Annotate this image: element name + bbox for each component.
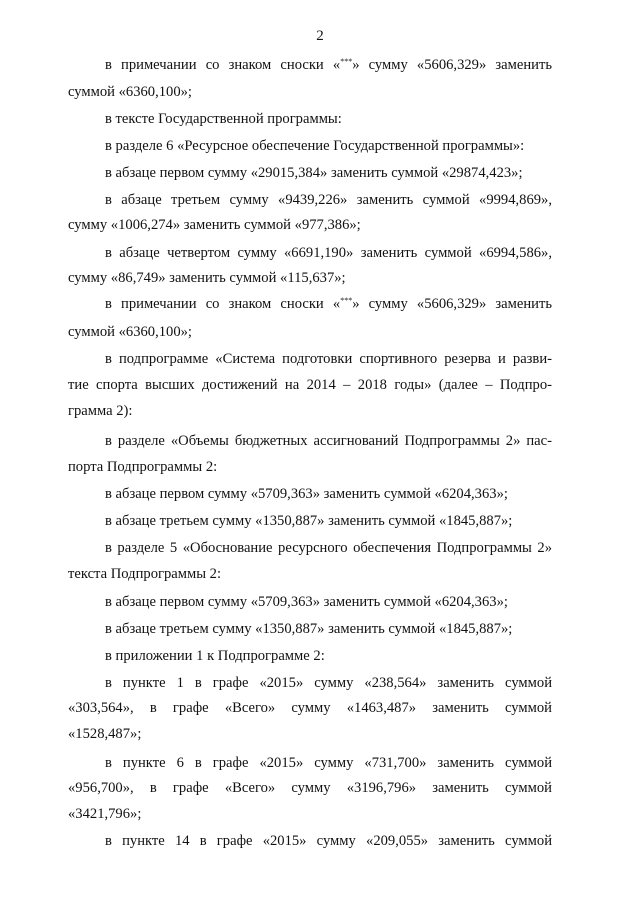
paragraph-line: в пункте 14 в графе «2015» сумму «209,055» заменить суммой [105, 833, 552, 849]
paragraph-line: в разделе «Объемы бюджетных ассигнований Подпрограммы 2» пас- [105, 433, 552, 449]
paragraph-line: в разделе 6 «Ресурсное обеспечение Государственной программы»: [105, 138, 525, 154]
paragraph-line: суммой «6360,100»; [68, 324, 192, 340]
paragraph-line: сумму «1006,274» заменить суммой «977,386»; [68, 217, 361, 233]
paragraph-line: «1528,487»; [68, 726, 142, 742]
paragraph-line: в абзаце четвертом сумму «6691,190» заменить суммой «6994,586», [105, 245, 552, 261]
paragraph-line: в абзаце третьем сумму «9439,226» заменить суммой «9994,869», [105, 192, 552, 208]
paragraph-line: в подпрограмме «Система подготовки спортивного резерва и разви- [105, 351, 552, 367]
paragraph-line: грамма 2): [68, 403, 133, 419]
paragraph-line: «3421,796»; [68, 806, 142, 822]
paragraph-line: в разделе 5 «Обоснование ресурсного обеспечения Подпрограммы 2» [105, 540, 552, 556]
paragraph-line: в пункте 6 в графе «2015» сумму «731,700» заменить суммой [105, 755, 552, 771]
paragraph-line: «956,700», в графе «Всего» сумму «3196,796» заменить суммой [68, 780, 552, 796]
paragraph-line: в примечании со знаком сноски «***» сумму «5606,329» заменить [105, 57, 553, 73]
paragraph-line: в абзаце первом сумму «5709,363» заменить суммой «6204,363»; [105, 486, 508, 502]
paragraph-line: текста Подпрограммы 2: [68, 566, 222, 582]
paragraph-line: в абзаце первом сумму «29015,384» заменить суммой «29874,423»; [105, 165, 523, 181]
paragraph-line: порта Подпрограммы 2: [68, 459, 218, 475]
paragraph-line: в абзаце первом сумму «5709,363» заменить суммой «6204,363»; [105, 594, 508, 610]
paragraph-line: в примечании со знаком сноски «***» сумму «5606,329» заменить [105, 296, 553, 312]
paragraph-line: в пункте 1 в графе «2015» сумму «238,564» заменить суммой [105, 675, 552, 691]
page-number: 2 [316, 28, 324, 44]
paragraph-line: в приложении 1 к Подпрограмме 2: [105, 648, 325, 664]
paragraph-line: суммой «6360,100»; [68, 84, 192, 100]
paragraph-line: в тексте Государственной программы: [105, 111, 342, 127]
paragraph-line: тие спорта высших достижений на 2014 – 2018 годы» (далее – Подпро- [68, 377, 552, 393]
paragraph-line: «303,564», в графе «Всего» сумму «1463,487» заменить суммой [68, 700, 552, 716]
paragraph-line: сумму «86,749» заменить суммой «115,637»; [68, 270, 346, 286]
paragraph-line: в абзаце третьем сумму «1350,887» заменить суммой «1845,887»; [105, 513, 513, 529]
paragraph-line: в абзаце третьем сумму «1350,887» заменить суммой «1845,887»; [105, 621, 513, 637]
